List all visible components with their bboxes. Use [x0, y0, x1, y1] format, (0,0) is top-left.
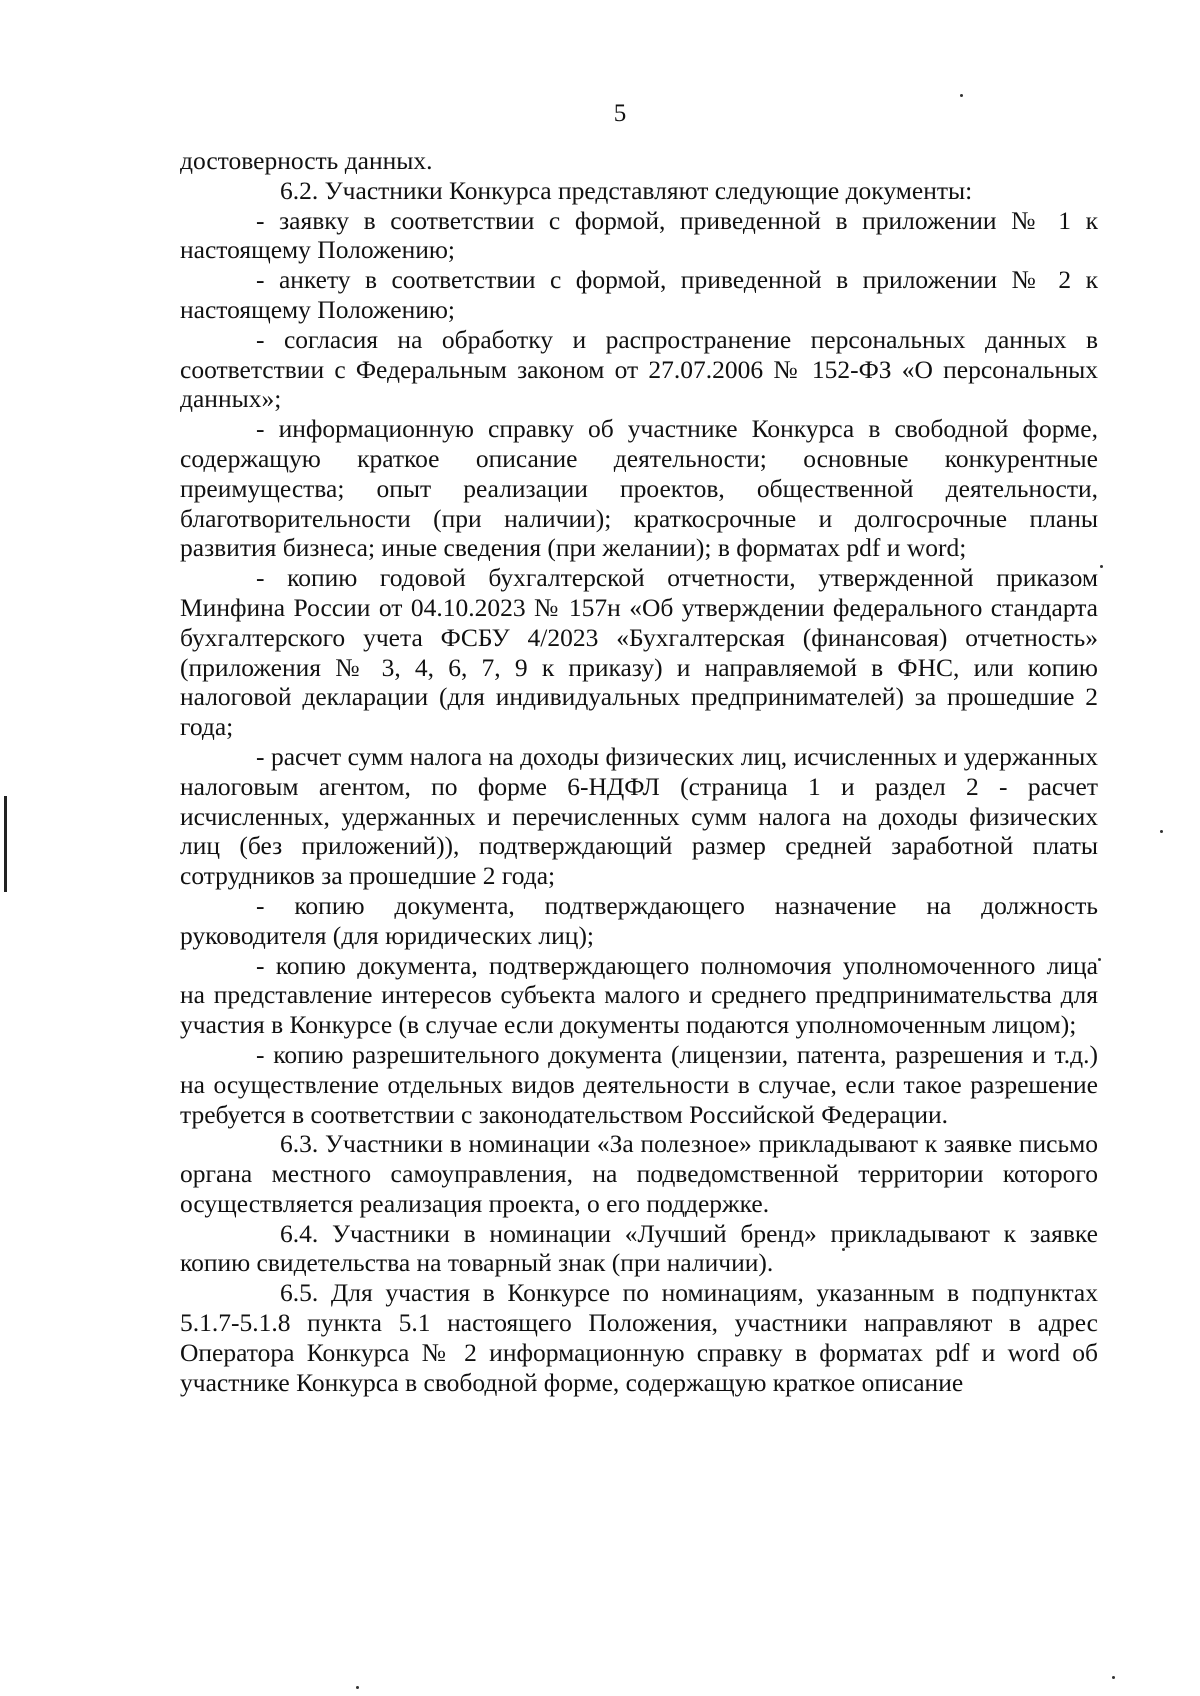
- scan-speck: [842, 1248, 845, 1251]
- list-item-tax-calculation: - расчет сумм налога на доходы физических лиц, исчисленных и удержанных налоговым агентом, по форме 6-НДФЛ (страница 1 и раздел 2 - расчет исчисленных, удержанных и перечисленных сумм налога на доходы физических лиц (без приложений)), подтверждающий размер средней заработной платы сотрудников за прошедшие 2 года;: [180, 741, 1098, 891]
- paragraph-6-4: 6.4. Участники в номинации «Лучший бренд» прикладывают к заявке копию свидетельства на товарный знак (при наличии).: [180, 1218, 1098, 1278]
- scan-speck: [1160, 830, 1163, 833]
- scan-speck: [960, 94, 963, 97]
- list-item-application: - заявку в соответствии с формой, приведенной в приложении № 1 к настоящему Положению;: [180, 205, 1098, 265]
- list-item-appointment-doc: - копию документа, подтверждающего назначение на должность руководителя (для юридических лиц);: [180, 890, 1098, 950]
- scan-speck: [1098, 958, 1101, 961]
- list-item-consent: - согласия на обработку и распространение персональных данных в соответствии с Федеральным законом от 27.07.2006 № 152-ФЗ «О персональных данных»;: [180, 324, 1098, 414]
- document-body: [180, 146, 1098, 1397]
- list-item-accounting-report: - копию годовой бухгалтерской отчетности, утвержденной приказом Минфина России от 04.10.2023 № 157н «Об утверждении федерального стандарта бухгалтерского учета ФСБУ 4/2023 «Бухгалтерская (финансовая) отчетность» (приложения № 3, 4, 6, 7, 9 к приказу) и направляемой в ФНС, или копию налоговой декларации (для индивидуальных предпринимателей) за прошедшие 2 года;: [180, 563, 1098, 742]
- paragraph-continuation: достоверность данных.: [180, 146, 433, 175]
- scan-speck: [356, 1686, 359, 1689]
- scan-speck: [1112, 1676, 1115, 1679]
- page-number: 5: [613, 100, 627, 127]
- paragraph-6-3: 6.3. Участники в номинации «За полезное» прикладывают к заявке письмо органа местного самоуправления, на подведомственной территории которого осуществляется реализация проекта, о его поддержке.: [180, 1129, 1098, 1218]
- list-item-info-note: - информационную справку об участнике Конкурса в свободной форме, содержащую краткое описание деятельности; основные конкурентные преимущества; опыт реализации проектов, общественной деятельности, благотворительности (при наличии); краткосрочные и долгосрочные планы развития бизнеса; иные сведения (при желании); в форматах pdf и word;: [180, 414, 1098, 563]
- list-item-authority-doc: - копию документа, подтверждающего полномочия уполномоченного лица на представление интересов субъекта малого и среднего предпринимательства для участия в Конкурсе (в случае если документы подаются уполномоченным лицом);: [180, 950, 1098, 1040]
- list-item-questionnaire: - анкету в соответствии с формой, приведенной в приложении № 2 к настоящему Положению;: [180, 265, 1098, 324]
- list-item-license-doc: - копию разрешительного документа (лицензии, патента, разрешения и т.д.) на осуществление отдельных видов деятельности в случае, если такое разрешение требуется в соответствии с законодательством Российской Федерации.: [180, 1039, 1098, 1129]
- scan-speck: [1100, 565, 1103, 568]
- paragraph-6-2: 6.2. Участники Конкурса представляют следующие документы:: [280, 175, 973, 205]
- paragraph-6-5: 6.5. Для участия в Конкурсе по номинациям, указанным в подпунктах 5.1.7-5.1.8 пункта 5.1 настоящего Положения, участники направляют в адрес Оператора Конкурса № 2 информационную справку в форматах pdf и word об участнике Конкурса в свободной форме, содержащую краткое описание: [180, 1278, 1098, 1397]
- scan-margin-mark: [4, 796, 7, 892]
